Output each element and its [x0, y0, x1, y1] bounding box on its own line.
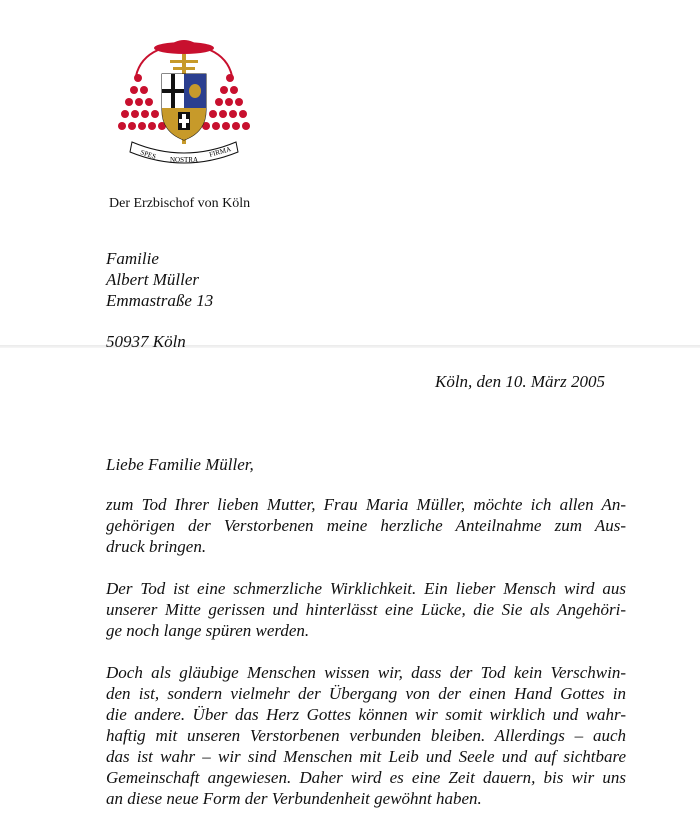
paragraph-3 [106, 662, 626, 809]
recipient-line-1: Familie [106, 249, 159, 268]
body-line: druck bringen. [106, 537, 207, 556]
body-line: die andere. Über das Herz Gottes können wir somit wirklich und wahr- [106, 705, 626, 724]
body-line: Der Tod ist eine schmerzliche Wirklichkeit. Ein lieber Mensch wird aus [106, 579, 626, 598]
body-line: den ist, sondern vielmehr der Übergang von der einen Hand Gottes in [106, 684, 626, 703]
body-line: Doch als gläubige Menschen wissen wir, dass der Tod kein Verschwin- [106, 663, 626, 682]
body-line: unserer Mitte gerissen und hinterlässt eine Lücke, die Sie als Angehöri- [106, 600, 626, 619]
body-line: gehörigen der Verstorbenen meine herzliche Anteilnahme zum Aus- [106, 516, 626, 535]
body-line: das ist wahr – wir sind Menschen mit Leib und Seele und auf sichtbare [106, 747, 626, 766]
coat-of-arms-icon [118, 36, 250, 170]
recipient-line-3: Emmastraße 13 [106, 291, 214, 310]
sender-line: Der Erzbischof von Köln [109, 196, 251, 211]
letter-body [106, 494, 626, 830]
body-line: Gemeinschaft angewiesen. Daher wird es eine Zeit dauern, bis wir uns [106, 768, 626, 787]
paper-fold [0, 345, 700, 348]
body-line: haftig mit unseren Verstorbenen verbunden bleiben. Allerdings – auch [106, 726, 626, 745]
recipient-address [106, 248, 213, 352]
body-line: ge noch lange spüren werden. [106, 621, 310, 640]
svg-text:NOSTRA: NOSTRA [170, 156, 199, 164]
svg-text:FIRMA: FIRMA [208, 145, 232, 159]
salutation: Liebe Familie Müller, [106, 455, 254, 474]
recipient-line-2: Albert Müller [106, 270, 200, 289]
svg-text:SPES: SPES [139, 148, 158, 161]
body-line: an diese neue Form der Verbundenheit gewöhnt haben. [106, 789, 482, 808]
paragraph-1 [106, 494, 626, 557]
recipient-line-4: 50937 Köln [106, 332, 186, 351]
paragraph-2 [106, 578, 626, 641]
letter-date: Köln, den 10. März 2005 [435, 372, 605, 391]
body-line: zum Tod Ihrer lieben Mutter, Frau Maria Müller, möchte ich allen An- [106, 495, 626, 514]
